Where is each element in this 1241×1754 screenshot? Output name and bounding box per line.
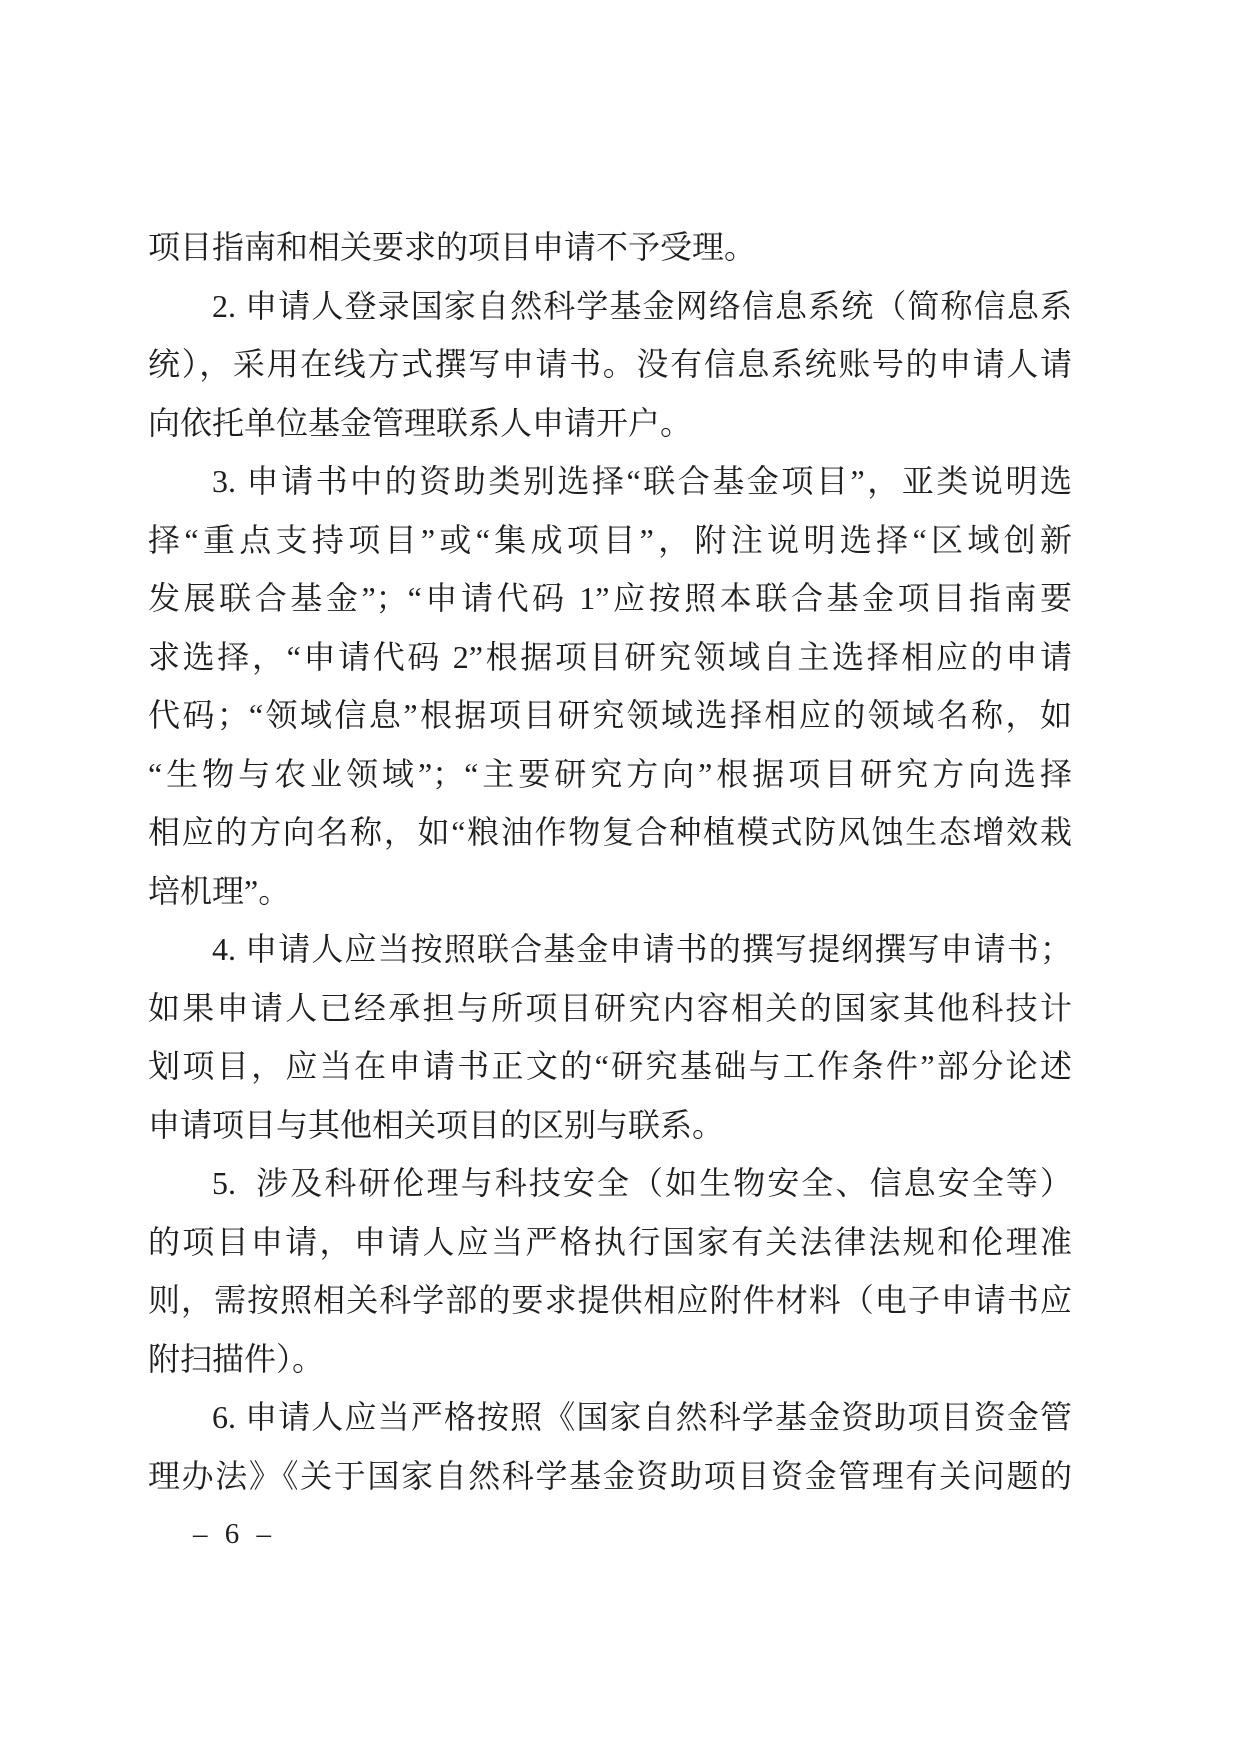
text-line: 的项目申请，申请人应当严格执行国家有关法律法规和伦理准: [148, 1223, 1072, 1260]
text-line: 理办法》《关于国家自然科学基金资助项目资金管理有关问题的: [148, 1457, 1072, 1494]
text-line: 如果申请人已经承担与所项目研究内容相关的国家其他科技计: [148, 989, 1072, 1026]
text-line: 3. 申请书中的资助类别选择“联合基金项目”，亚类说明选: [212, 463, 1072, 499]
text-line: 申请项目与其他相关项目的区别与联系。: [148, 1106, 725, 1143]
text-line: 培机理”。: [148, 872, 291, 909]
text-line: 向依托单位基金管理联系人申请开户。: [148, 404, 693, 441]
text-line: 附扫描件）。: [148, 1340, 325, 1377]
text-line: 发展联合基金”；“申请代码 1”应按照本联合基金项目指南要: [148, 580, 1072, 616]
text-line: 6. 申请人应当严格按照《国家自然科学基金资助项目资金管: [212, 1399, 1072, 1435]
text-line: 项目指南和相关要求的项目申请不予受理。: [148, 229, 757, 265]
text-line: 统），采用在线方式撰写申请书。没有信息系统账号的申请人请: [148, 346, 1072, 382]
text-line: “生物与农业领域”；“主要研究方向”根据项目研究方向选择: [148, 755, 1072, 792]
page-number: – 6 –: [193, 1518, 276, 1550]
text-line: 划项目，应当在申请书正文的“研究基础与工作条件”部分论述: [148, 1048, 1072, 1084]
text-block: [148, 218, 1072, 1505]
text-line: 5. 涉及科研伦理与科技安全（如生物安全、信息安全等）: [212, 1165, 1072, 1201]
text-line: 择“重点支持项目”或“集成项目”，附注说明选择“区域创新: [148, 521, 1072, 558]
text-line: 2. 申请人登录国家自然科学基金网络信息系统（简称信息系: [212, 287, 1072, 324]
text-line: 4. 申请人应当按照联合基金申请书的撰写提纲撰写申请书；: [212, 931, 1072, 967]
text-line: 相应的方向名称，如“粮油作物复合种植模式防风蚀生态增效栽: [148, 814, 1072, 850]
text-line: 则，需按照相关科学部的要求提供相应附件材料（电子申请书应: [148, 1282, 1072, 1318]
text-line: 求选择，“申请代码 2”根据项目研究领域自主选择相应的申请: [148, 638, 1072, 675]
text-line: 代码；“领域信息”根据项目研究领域选择相应的领域名称，如: [148, 697, 1072, 733]
